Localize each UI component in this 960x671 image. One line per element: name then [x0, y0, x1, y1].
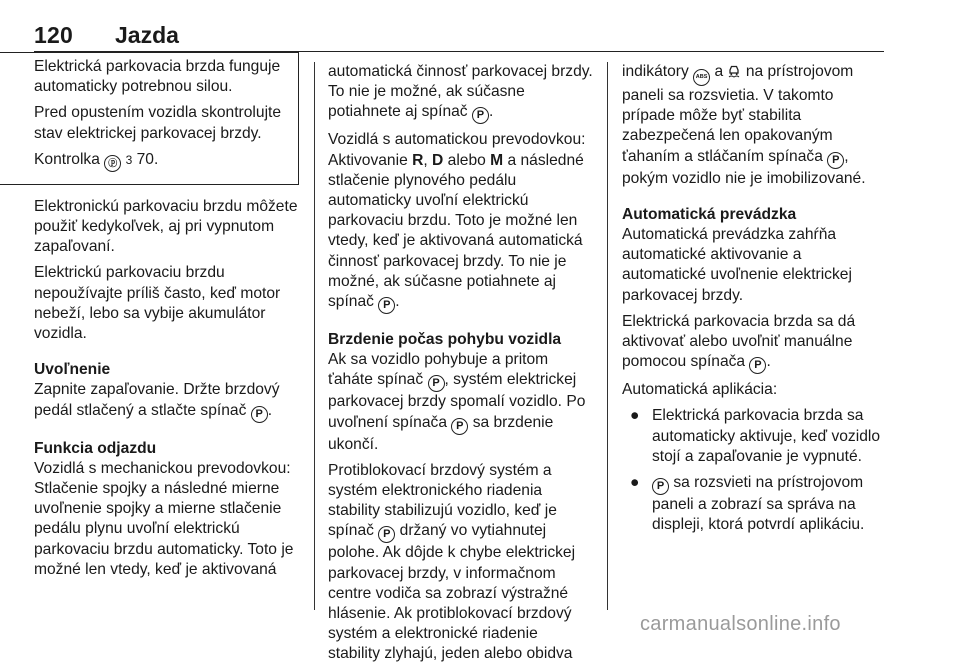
column-3	[622, 62, 888, 535]
paragraph: Automatická aplikácia:	[622, 381, 778, 399]
text: ,	[423, 151, 428, 169]
page-reference: 70.	[136, 150, 159, 168]
column-1	[34, 58, 300, 586]
text: sa rozsvieti na prístrojovom paneli a zobrazí sa správa na displeji, ktorá potvrdí aplikáciu.	[652, 474, 865, 534]
text: na prístrojovom paneli sa rozsvietia. V takomto prípade môže byť stabilita zabezpečená len opakovaným ťahaním a stláčaním spínača	[622, 63, 854, 165]
text: Elektrická parkovacia brzda sa dá aktivovať alebo uvoľniť manuálne pomocou spínača	[622, 312, 856, 371]
parking-brake-switch-icon: P	[378, 297, 395, 314]
info-box	[0, 52, 299, 185]
brake-warning-icon: ⓟ	[104, 155, 121, 172]
gear-d: D	[432, 151, 444, 169]
info-paragraph-1: Elektrická parkovacia brzda funguje automaticky potrebnou silou.	[34, 58, 281, 96]
parking-brake-switch-icon: P	[451, 418, 468, 435]
paragraph: Elektrickú parkovaciu brzdu nepoužívajte príliš často, keď motor nebeží, lebo sa vybije akumulátor vozidla.	[34, 264, 281, 343]
text: Zapnite zapaľovanie. Držte brzdový pedál stlačený a stlačte spínač	[34, 381, 280, 419]
column-divider-1	[314, 62, 315, 610]
text: Elektrická parkovacia brzda sa automaticky aktivuje, keď vozidlo stojí a zapaľovanie je vypnuté.	[652, 407, 880, 465]
paragraph: Vozidlá s mechanickou prevodovkou: Stlačenie spojky a následné mierne uvoľnenie spojky a mierne stlačenie pedálu plynu uvoľní elektrickú parkovaciu brzdu automaticky. Toto je možné len vtedy, keď je aktivovaná	[34, 459, 294, 578]
text: Protiblokovací brzdový systém a systém elektronického riadenia stability stabilizujú vozidlo, keď je spínač	[328, 461, 557, 540]
parking-brake-switch-icon: P	[652, 478, 669, 495]
paragraph: Elektronickú parkovaciu brzdu môžete použiť kedykoľvek, aj pri vypnutom zapaľovaní.	[34, 197, 298, 256]
text: automatická činnosť parkovacej brzdy. To nie je možné, ak súčasne potiahnete aj spínač	[328, 63, 593, 121]
gear-r: R	[412, 151, 424, 169]
section-heading-uvolnenie: Uvoľnenie	[34, 361, 111, 379]
info-paragraph-2: Pred opustením vozidla skontrolujte stav elektrickej parkovacej brzdy.	[34, 104, 282, 142]
abs-warning-icon: ABS	[693, 69, 710, 86]
paragraph: Elektrická parkovacia brzda sa dá aktivovať alebo uvoľniť manuálne pomocou spínača P .	[622, 312, 888, 374]
bullet-icon: ●	[630, 474, 640, 492]
parking-brake-switch-icon: P	[827, 152, 844, 169]
text: sa brzdenie ukončí.	[328, 413, 554, 453]
text: alebo	[447, 151, 486, 169]
gear-m: M	[490, 151, 504, 169]
paragraph: Automatická prevádzka zahŕňa automatické aktivovanie a automatické uvoľnenie elektrickej parkovacej brzdy.	[622, 226, 852, 304]
text: , systém elektrickej parkovacej brzdy spomalí vozidlo. Po uvoľnení spínača	[328, 371, 586, 431]
column-2	[328, 62, 594, 671]
parking-brake-switch-icon: P	[749, 357, 766, 374]
page-number: 120	[34, 22, 73, 48]
paragraph	[328, 461, 594, 665]
list-item	[622, 473, 888, 535]
paragraph	[622, 62, 888, 189]
parking-brake-switch-icon: P	[428, 375, 445, 392]
paragraph: Zapnite zapaľovanie. Držte brzdový pedál stlačený a stlačte spínač P .	[34, 380, 300, 422]
parking-brake-switch-icon: P	[251, 406, 268, 423]
text: držaný vo vytiahnutej polohe. Ak dôjde k chybe elektrickej parkovacej brzdy, v informačnom centre vodiča sa zobrazí výstražné hlásenie. Ak protiblokovací brzdový systém a elektronické riadenie stability zlyhajú, jeden alebo obidva	[328, 522, 576, 663]
stability-control-icon	[727, 64, 741, 78]
text: Ak sa vozidlo pohybuje a pritom ťaháte spínač	[328, 351, 549, 389]
list-item	[622, 406, 888, 467]
section-heading-brzdenie: Brzdenie počas pohybu vozidla	[328, 331, 562, 349]
bullet-list	[622, 406, 888, 535]
paragraph: automatická činnosť parkovacej brzdy. To nie je možné, ak súčasne potiahnete aj spínač P .	[328, 62, 594, 124]
text: Vozidlá s automatickou prevodovkou: Aktivovanie	[328, 131, 586, 169]
bullet-icon: ●	[630, 407, 640, 425]
section-heading-odjazd: Funkcia odjazdu	[34, 439, 157, 457]
column-divider-2	[607, 62, 608, 610]
paragraph: Vozidlá s automatickou prevodovkou: Aktivovanie R, D alebo M a následné stlačenie plynového pedálu automaticky uvoľní elektrickú parkovaciu brzdu. Toto je možné len vtedy, keď je aktivovaná automatická činnosť parkovacej brzdy. To nie je možné, ak súčasne potiahnete aj spínač P .	[328, 130, 594, 314]
parking-brake-switch-icon: P	[378, 526, 395, 543]
text: indikátory	[622, 63, 689, 80]
chapter-title: Jazda	[115, 22, 179, 48]
section-heading-auto: Automatická prevádzka	[622, 205, 797, 223]
reference-arrow-icon: 3	[125, 152, 133, 167]
watermark: carmanualsonline.info	[640, 613, 841, 635]
paragraph	[328, 350, 594, 455]
info-text: Kontrolka	[34, 150, 100, 168]
info-paragraph-3	[34, 150, 288, 172]
text: , pokým vozidlo nie je imobilizované.	[622, 147, 866, 187]
text: a následné stlačenie plynového pedálu automaticky uvoľní elektrickú parkovaciu brzdu. Toto je možné len vtedy, keď je aktivovaná automatická činnosť parkovacej brzdy. To nie je možné, ak súčasne potiahnete aj spínač	[328, 151, 584, 311]
text: a	[714, 63, 724, 80]
page-header	[34, 18, 884, 52]
parking-brake-switch-icon: P	[472, 107, 489, 124]
